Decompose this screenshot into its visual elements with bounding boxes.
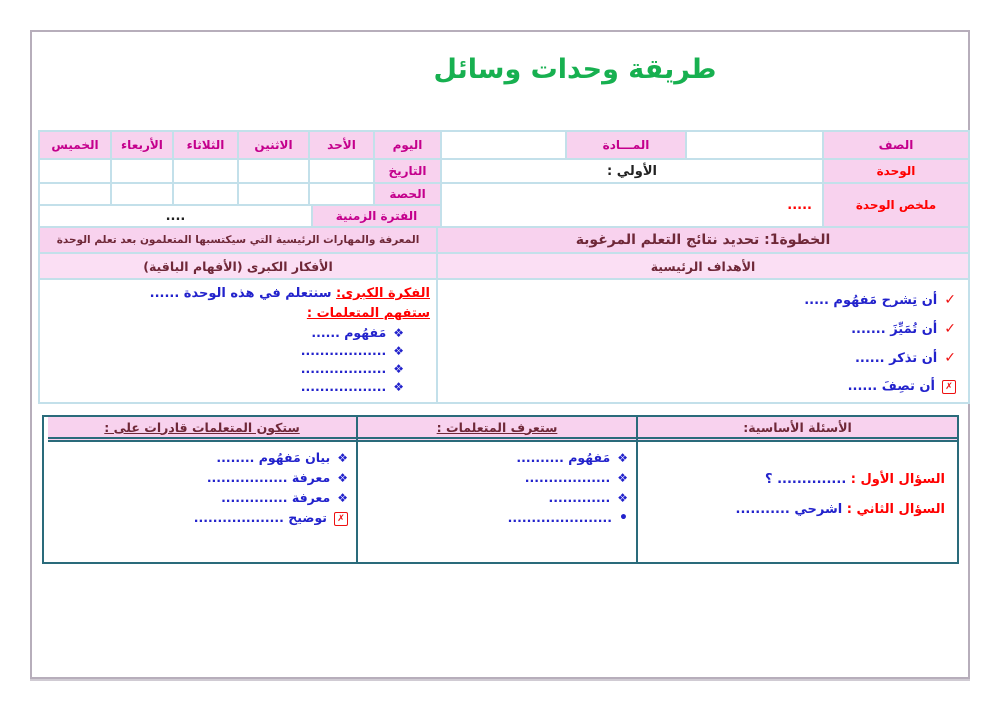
able-to-body[interactable] [48, 442, 356, 562]
timespan-value[interactable]: .... [40, 206, 311, 226]
objective-item [438, 286, 968, 315]
objective-item [438, 373, 968, 401]
date-label: التاريخ [375, 160, 440, 182]
unit-summary-label: ملخص الوحدة [824, 184, 968, 226]
diamond-icon: ❖ [617, 491, 628, 505]
question-label: السؤال الأول : [850, 472, 945, 487]
know-item [366, 488, 628, 508]
big-ideas-content [40, 280, 436, 402]
x-box-icon: ✗ [942, 380, 956, 394]
date-cell-sunday[interactable] [310, 160, 373, 182]
objectives-header: الأهداف الرئيسية [438, 254, 968, 278]
document-page [30, 30, 970, 679]
able-item [56, 508, 348, 528]
unit-label: الوحدة [824, 160, 968, 182]
period-cell-thursday[interactable] [40, 184, 110, 204]
able-text: معرفة .............. [221, 490, 331, 505]
day-thursday: الخميس [40, 132, 110, 158]
understand-item [40, 342, 436, 360]
know-text: .................. [524, 470, 611, 485]
big-idea-label: الفكرة الكبرى: [336, 286, 430, 301]
period-cell-tuesday[interactable] [174, 184, 237, 204]
know-item [366, 448, 628, 468]
diamond-icon: ❖ [617, 471, 628, 485]
date-cell-monday[interactable] [239, 160, 308, 182]
diamond-icon: ❖ [393, 362, 404, 376]
objective-text: أن تصِفَ ...... [847, 379, 935, 394]
period-cell-monday[interactable] [239, 184, 308, 204]
able-item [56, 448, 348, 468]
diamond-icon: ❖ [337, 471, 348, 485]
diamond-icon: ❖ [393, 326, 404, 340]
able-text: معرفة ................. [206, 470, 331, 485]
check-icon: ✓ [944, 350, 956, 366]
objective-text: أن تُمَيِّزَ ....... [851, 322, 938, 337]
period-cell-wednesday[interactable] [112, 184, 172, 204]
dot-icon: • [619, 510, 628, 526]
able-item [56, 468, 348, 488]
diamond-icon: ❖ [337, 451, 348, 465]
know-text: ...................... [507, 510, 613, 525]
will-understand-line [40, 304, 436, 324]
know-text: ............. [548, 490, 611, 505]
understand-text: .................. [300, 343, 387, 358]
question-line [646, 470, 949, 490]
timespan-label: الفترة الزمنية [313, 206, 440, 226]
objective-item [438, 344, 968, 373]
step1-title: الخطوة1: تحديد نتائج التعلم المرغوبة [438, 228, 968, 252]
question-label: السؤال الثاني : [846, 502, 945, 517]
able-to-header: ستكون المتعلمات قادرات على : [104, 419, 300, 435]
period-cell-sunday[interactable] [310, 184, 373, 204]
question-text: اشرحي ........... [735, 502, 843, 517]
understand-item [40, 378, 436, 396]
diamond-icon: ❖ [617, 451, 628, 465]
date-cell-thursday[interactable] [40, 160, 110, 182]
diamond-icon: ❖ [393, 344, 404, 358]
check-icon: ✓ [944, 292, 956, 308]
big-idea-line [40, 284, 436, 304]
day-label: اليوم [375, 132, 440, 158]
essential-questions-header: الأسئلة الأساسية: [638, 417, 957, 442]
class-label: الصف [824, 132, 968, 158]
date-cell-wednesday[interactable] [112, 160, 172, 182]
question-line [646, 500, 949, 520]
big-idea-text: سنتعلم في هذه الوحدة ...... [149, 286, 332, 301]
will-know-column [356, 417, 638, 562]
big-ideas-header: الأفكار الكبرى (الأفهام الباقية) [40, 254, 436, 278]
know-text: مَفهُوم .......... [516, 450, 611, 465]
will-know-body[interactable] [358, 442, 636, 562]
day-monday: الاثنين [239, 132, 308, 158]
understand-item [40, 324, 436, 342]
subject-value-field[interactable] [442, 132, 565, 158]
question-text: .............. ؟ [765, 472, 847, 487]
will-understand-label: ستفهم المتعلمات : [306, 306, 430, 321]
understand-item [40, 360, 436, 378]
page-title: طريقة وحدات وسائل [433, 54, 717, 85]
day-sunday: الأحد [310, 132, 373, 158]
day-wednesday: الأربعاء [112, 132, 172, 158]
know-item [366, 508, 628, 528]
diamond-icon: ❖ [337, 491, 348, 505]
knowledge-skills-title: المعرفة والمهارات الرئيسية التي سيكتسبها المتعلمون بعد تعلم الوحدة [40, 228, 436, 252]
objective-text: أن تِشرح مَفهُوم ..... [804, 293, 938, 308]
unit-summary-value[interactable]: ..... [442, 184, 822, 226]
understand-text: .................. [300, 361, 387, 376]
date-cell-tuesday[interactable] [174, 160, 237, 182]
objectives-list [438, 280, 968, 402]
period-label: الحصة [375, 184, 440, 204]
check-icon: ✓ [944, 321, 956, 337]
objective-item [438, 315, 968, 344]
understand-text: .................. [300, 379, 387, 394]
day-tuesday: الثلاثاء [174, 132, 237, 158]
able-item [56, 488, 348, 508]
able-text: توضيح ................... [193, 510, 327, 525]
diamond-icon: ❖ [393, 380, 404, 394]
x-box-icon: ✗ [334, 512, 348, 526]
essential-questions-column [638, 417, 957, 562]
essential-questions-body[interactable] [638, 442, 957, 562]
able-to-column [48, 417, 356, 562]
able-text: بيان مَفهُوم ........ [216, 450, 331, 465]
will-know-header: ستعرف المتعلمات : [436, 419, 558, 435]
class-value-field[interactable] [687, 132, 822, 158]
unit-value[interactable]: الأولي : [442, 160, 822, 182]
subject-label: المـــادة [567, 132, 685, 158]
objective-text: أن تذكر ...... [854, 351, 938, 366]
understand-text: مَفهُوم ...... [311, 325, 387, 340]
questions-table [42, 415, 959, 564]
know-item [366, 468, 628, 488]
header-table [38, 130, 970, 404]
